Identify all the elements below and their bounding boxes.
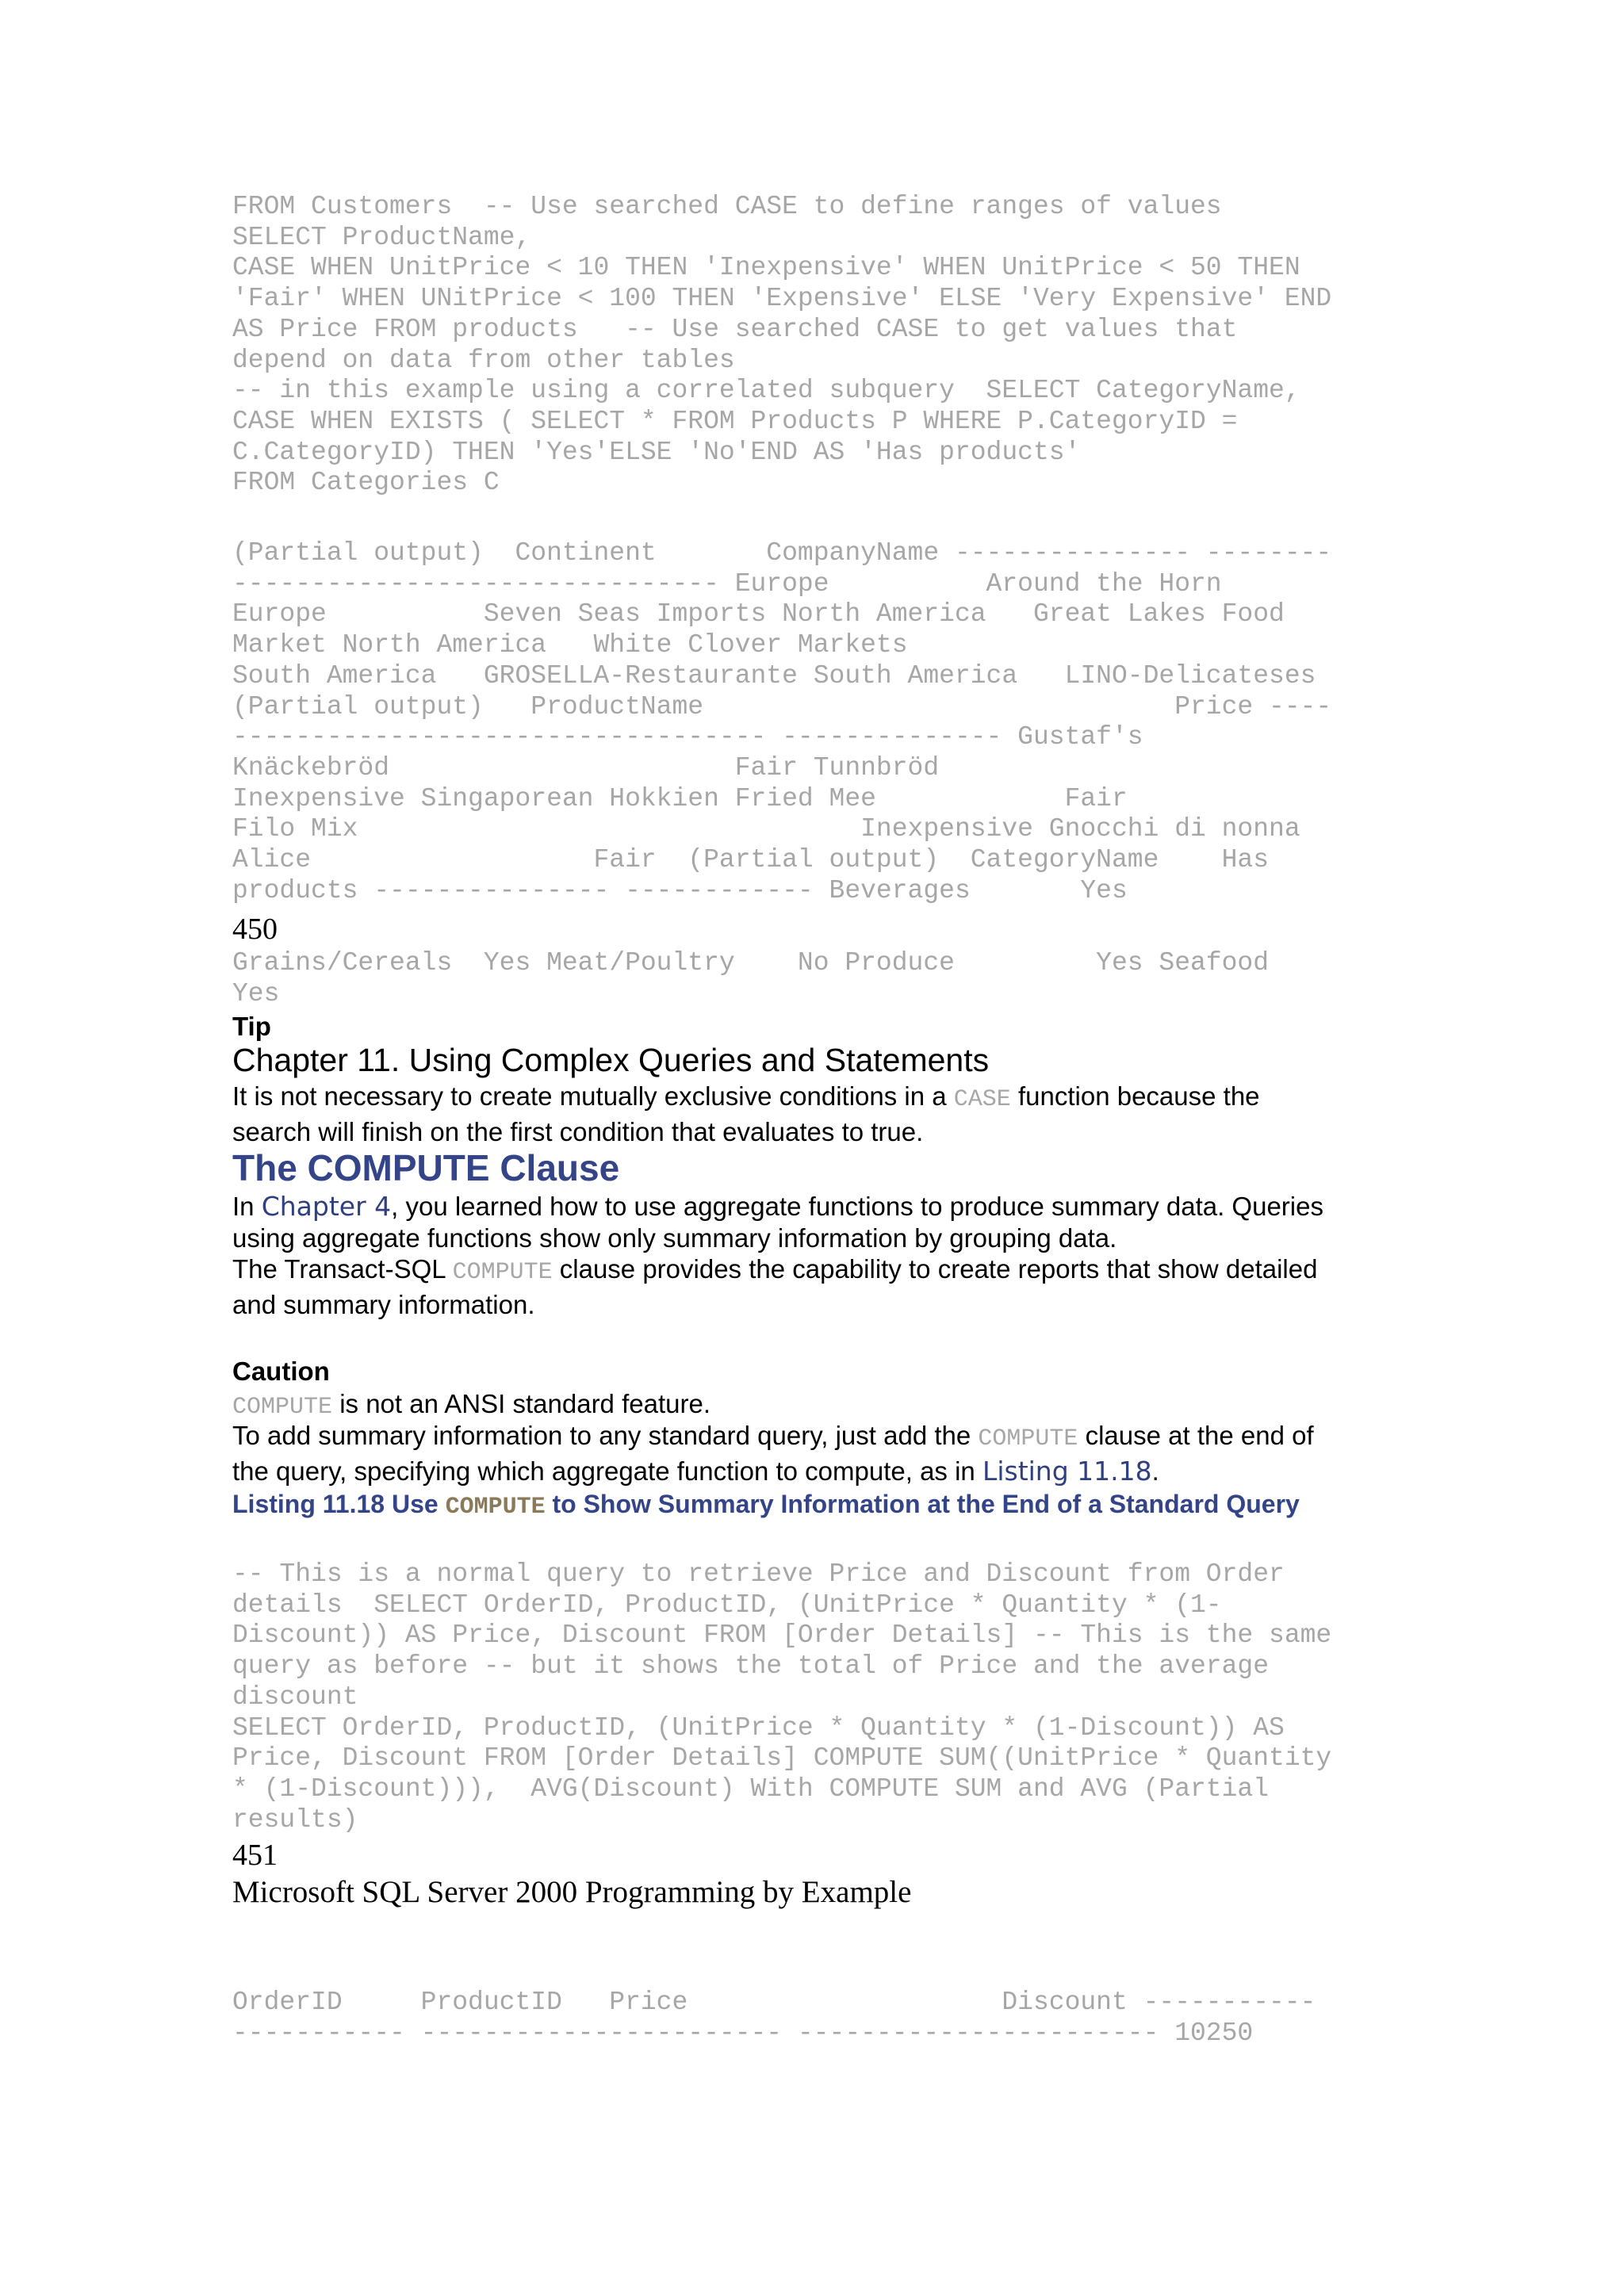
page-number: 450 [232,913,278,946]
tip-text [232,1081,1398,1147]
sql-output-block-partial [232,538,1398,906]
output-line: Market North America White Clover Markets [232,630,908,660]
output-line: OrderID ProductID Price Discount ----------- [232,1988,1316,2017]
code-line: Discount)) AS Price, Discount FROM [Order Details] -- This is the same [232,1621,1332,1651]
listing-11-18-link[interactable]: Listing 11.18 [982,1455,1152,1487]
code-line: Price, Discount FROM [Order Details] COMPUTE SUM((UnitPrice * Quantity [232,1743,1332,1774]
output-line: Yes [232,978,280,1008]
chapter-header: Chapter 11. Using Complex Queries and Statements [232,1042,990,1078]
para-text: . [1151,1456,1159,1486]
output-line: ----------- ----------------------- ----------------------- 10250 [232,2018,1254,2048]
code-line: details SELECT OrderID, ProductID, (UnitPrice * Quantity * (1- [232,1590,1222,1620]
tip-text-end: function because the [1010,1081,1260,1111]
sql-output-block-categories [232,948,1398,1009]
output-line: products --------------- ------------ Beverages Yes [232,875,1128,905]
tip-text-start: It is not necessary to create mutually exclusive conditions in a [232,1081,954,1111]
para-line: using aggregate functions show only summary information by grouping data. [232,1223,1117,1253]
code-line: CASE WHEN EXISTS ( SELECT * FROM Products P WHERE P.CategoryID = [232,406,1238,436]
inline-code-compute: COMPUTE [452,1259,553,1286]
code-line: * (1-Discount))), AVG(Discount) With COMPUTE SUM and AVG (Partial [232,1774,1270,1804]
code-line: -- This is a normal query to retrieve Price and Discount from Order [232,1559,1285,1589]
listing-caption-end: to Show Summary Information at the End of a Standard Query [545,1490,1300,1518]
sql-code-block-compute [232,1559,1398,1835]
code-line: SELECT OrderID, ProductID, (UnitPrice * Quantity * (1-Discount)) AS [232,1712,1285,1743]
output-line: ---------------------------------- -------------- Gustaf's [232,722,1143,752]
para-line: and summary information. [232,1289,535,1319]
sql-code-block-case [232,192,1398,499]
para-text: , you learned how to use aggregate functions to produce summary data. Queries [391,1192,1323,1221]
inline-code-compute: COMPUTE [232,1394,333,1421]
output-line: (Partial output) Continent CompanyName --------------- -------- [232,538,1332,568]
caution-text [232,1388,1398,1424]
code-line: 'Fair' WHEN UNitPrice < 100 THEN 'Expensive' ELSE 'Very Expensive' END [232,284,1332,314]
paragraph-aggregate [232,1191,1398,1253]
caution-label: Caution [232,1357,330,1386]
listing-caption [232,1489,1398,1522]
paragraph-summary [232,1420,1398,1487]
section-heading: The COMPUTE Clause [232,1147,620,1188]
output-line: Filo Mix Inexpensive Gnocchi di nonna [232,814,1300,844]
output-line: Knäckebröd Fair Tunnbröd [232,752,940,783]
output-line: Alice Fair (Partial output) CategoryName Has [232,845,1270,875]
para-text: To add summary information to any standard query, just add the [232,1421,979,1450]
para-text: the query, specifying which aggregate function to compute, as in [232,1456,982,1486]
code-line: CASE WHEN UnitPrice < 10 THEN 'Inexpensive' WHEN UnitPrice < 50 THEN [232,253,1300,283]
output-line: (Partial output) ProductName Price ---- [232,691,1332,721]
inline-code-case: CASE [953,1086,1011,1113]
para-text: clause at the end of [1078,1421,1314,1450]
code-line: SELECT ProductName, [232,222,531,252]
tip-text-line: search will finish on the first condition that evaluates to true. [232,1116,924,1146]
output-line: South America GROSELLA-Restaurante South America LINO-Delicateses [232,660,1316,691]
output-line: ------------------------------- Europe Around the Horn [232,568,1222,599]
caution-text-body: is not an ANSI standard feature. [332,1389,710,1418]
para-text: The Transact-SQL [232,1254,453,1284]
tip-label: Tip [232,1012,271,1041]
chapter-4-link[interactable]: Chapter 4 [261,1191,392,1222]
code-line: FROM Customers -- Use searched CASE to define ranges of values [232,192,1222,221]
inline-code-compute: COMPUTE [978,1425,1078,1452]
output-line: Grains/Cereals Yes Meat/Poultry No Produce Yes Seafood [232,948,1270,978]
page-number: 451 [232,1839,278,1872]
book-title: Microsoft SQL Server 2000 Programming by Example [232,1875,912,1909]
paragraph-compute [232,1253,1398,1320]
sql-output-block-orders [232,1988,1398,2049]
code-line: AS Price FROM products -- Use searched CASE to get values that [232,314,1238,344]
output-line: Europe Seven Seas Imports North America Great Lakes Food [232,599,1285,629]
code-line: query as before -- but it shows the total of Price and the average [232,1651,1270,1682]
code-line: results) [232,1804,358,1835]
para-text: clause provides the capability to create reports that show detailed [552,1254,1318,1284]
code-line: FROM Categories C [232,468,500,498]
code-line: discount [232,1682,358,1712]
output-line: Inexpensive Singaporean Hokkien Fried Mee Fair [232,783,1128,813]
code-line: depend on data from other tables [232,345,735,375]
code-line: -- in this example using a correlated subquery SELECT CategoryName, [232,376,1300,406]
code-line: C.CategoryID) THEN 'Yes'ELSE 'No'END AS 'Has products' [232,437,1081,467]
inline-code-compute: COMPUTE [445,1494,546,1521]
listing-caption-start: Listing 11.18 Use [232,1490,446,1518]
para-text: In [232,1192,262,1221]
